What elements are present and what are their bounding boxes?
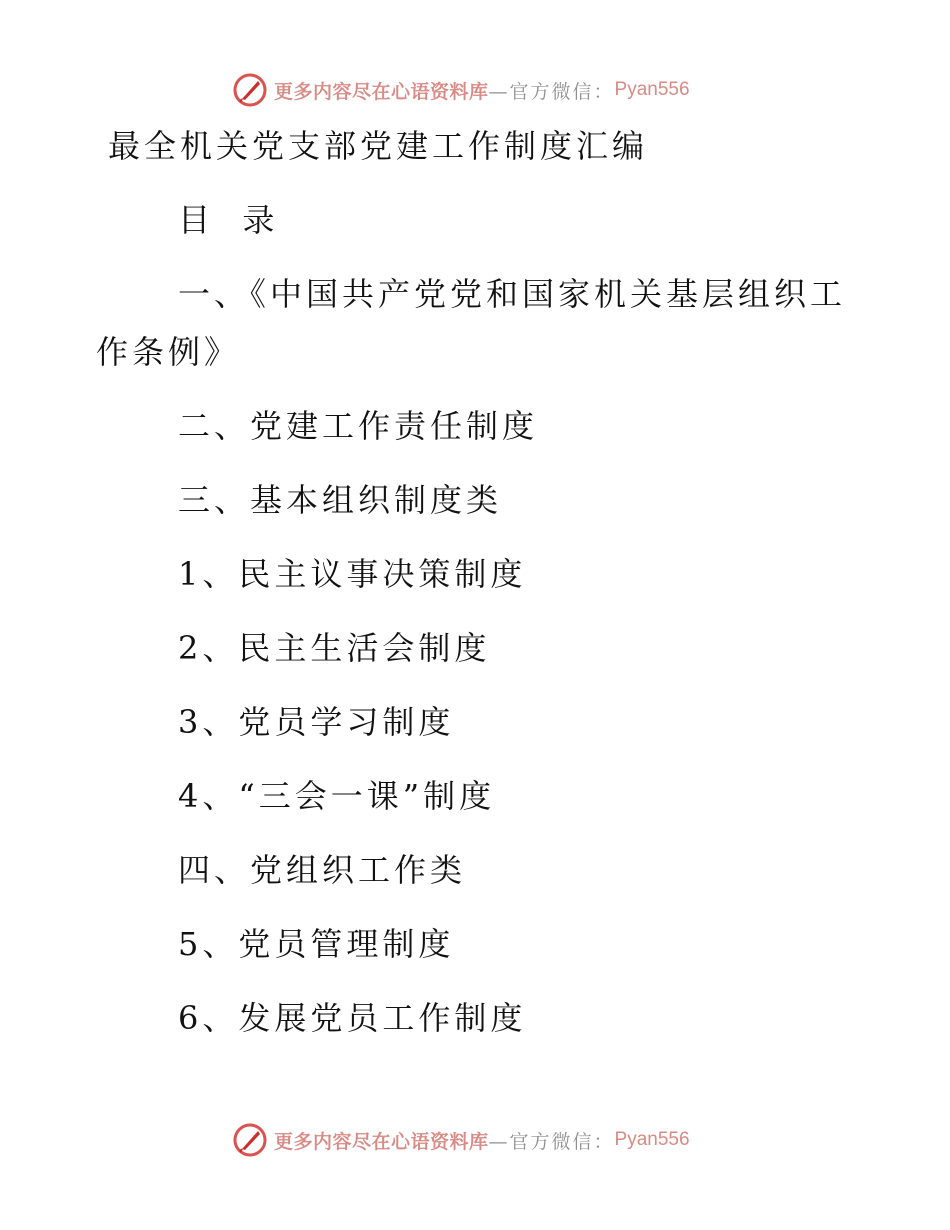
footer-watermark — [232, 1122, 690, 1158]
quill-logo-icon — [232, 72, 268, 108]
watermark-wechat-id: Pyan556 — [614, 79, 690, 100]
toc-item-1-line1: 一、《中国共产党党和国家机关基层组织工 — [178, 275, 847, 313]
watermark-wechat-id: Pyan556 — [614, 1129, 690, 1150]
toc-heading: 目 录 — [178, 201, 279, 239]
toc-item: 6、发展党员工作制度 — [178, 999, 527, 1037]
toc-item: 二、党建工作责任制度 — [178, 407, 539, 445]
header-watermark — [232, 72, 690, 108]
toc-item-1-line2: 作条例》 — [96, 333, 241, 371]
toc-item: 4、“三会一课”制度 — [178, 777, 496, 815]
watermark-main-text: 更多内容尽在心语资料库 — [274, 80, 489, 103]
toc-item: 5、党员管理制度 — [178, 925, 455, 963]
toc-item: 三、基本组织制度类 — [178, 481, 503, 519]
document-title: 最全机关党支部党建工作制度汇编 — [108, 127, 649, 165]
watermark-main-text: 更多内容尽在心语资料库 — [274, 1130, 489, 1153]
toc-item: 四、党组织工作类 — [178, 851, 467, 889]
toc-item: 2、民主生活会制度 — [178, 629, 491, 667]
watermark-sub-text: —官方微信： — [488, 1130, 615, 1153]
watermark-sub-text: —官方微信： — [488, 80, 615, 103]
quill-logo-icon — [232, 1122, 268, 1158]
toc-item: 1、民主议事决策制度 — [178, 555, 527, 593]
toc-item: 3、党员学习制度 — [178, 703, 455, 741]
